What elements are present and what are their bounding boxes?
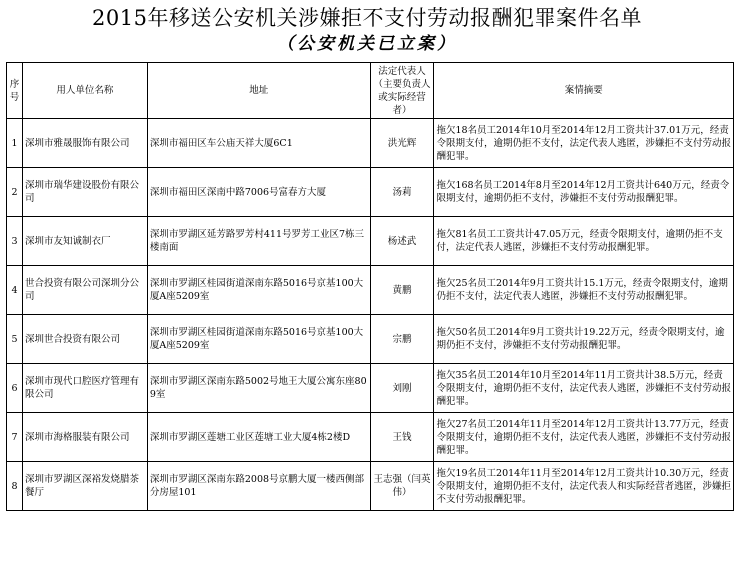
page-title: 2015年移送公安机关涉嫌拒不支付劳动报酬犯罪案件名单 [92,6,642,30]
cell-rep: 宗鹏 [370,315,434,364]
cell-no: 7 [7,413,23,462]
cell-summary: 拖欠18名员工2014年10月至2014年12月工资共计37.01万元，经责令限期支付，逾期仍拒不支付，法定代表人逃匿，涉嫌拒不支付劳动报酬犯罪。 [434,119,734,168]
cell-address: 深圳市罗湖区桂园街道深南东路5016号京基100大厦A座5209室 [147,315,370,364]
cell-company: 深圳市友知诚制衣厂 [22,217,147,266]
cell-summary: 拖欠35名员工2014年10月至2014年11月工资共计38.5万元，经责令限期支付，逾期仍拒不支付，法定代表人逃匿，涉嫌拒不支付劳动报酬犯罪。 [434,364,734,413]
col-header-summary: 案情摘要 [434,63,734,119]
table-row [7,462,734,511]
cell-no: 5 [7,315,23,364]
cell-no: 8 [7,462,23,511]
cell-summary: 拖欠19名员工2014年11月至2014年12月工资共计10.30万元，经责令限期支付，逾期仍拒不支付，法定代表人和实际经营者逃匿，涉嫌拒不支付劳动报酬犯罪。 [434,462,734,511]
table-row [7,364,734,413]
cell-rep: 洪光辉 [370,119,434,168]
cell-address: 深圳市罗湖区延芳路罗芳村411号罗芳工业区7栋三楼南面 [147,217,370,266]
cell-summary: 拖欠25名员工2014年9月工资共计15.1万元，经责令限期支付，逾期仍拒不支付，法定代表人逃匿，涉嫌拒不支付劳动报酬犯罪。 [434,266,734,315]
cell-summary: 拖欠50名员工2014年9月工资共计19.22万元，经责令限期支付，逾期仍拒不支付，涉嫌拒不支付劳动报酬犯罪。 [434,315,734,364]
cell-rep: 杨述武 [370,217,434,266]
table-header-row [7,63,734,119]
cell-rep: 黄鹏 [370,266,434,315]
col-header-rep: 法定代表人（主要负责人或实际经营者） [370,63,434,119]
cell-no: 4 [7,266,23,315]
cell-company: 世合投资有限公司深圳分公司 [22,266,147,315]
table-row [7,315,734,364]
case-table [6,62,734,511]
cell-no: 3 [7,217,23,266]
cell-address: 深圳市福田区深南中路7006号富春方大厦 [147,168,370,217]
table-row [7,119,734,168]
cell-company: 深圳市罗湖区深裕发烧腊茶餐厅 [22,462,147,511]
cell-address: 深圳市福田区车公庙天祥大厦6C1 [147,119,370,168]
table-row [7,168,734,217]
page-subtitle: （公安机关已立案） [277,34,457,54]
cell-company: 深圳世合投资有限公司 [22,315,147,364]
cell-company: 深圳市现代口腔医疗管理有限公司 [22,364,147,413]
table-row [7,413,734,462]
cell-rep: 刘刚 [370,364,434,413]
cell-company: 深圳市瑞华建设股份有限公司 [22,168,147,217]
table-row [7,266,734,315]
col-header-address: 地址 [147,63,370,119]
cell-summary: 拖欠27名员工2014年11月至2014年12月工资共计13.77万元，经责令限期支付，逾期仍拒不支付，法定代表人逃匿，涉嫌拒不支付劳动报酬犯罪。 [434,413,734,462]
cell-summary: 拖欠81名员工工资共计47.05万元，经责令限期支付，逾期仍拒不支付，法定代表人逃匿，涉嫌拒不支付劳动报酬犯罪。 [434,217,734,266]
cell-address: 深圳市罗湖区深南东路5002号地王大厦公寓东座809室 [147,364,370,413]
cell-rep: 王志强（闫英伟） [370,462,434,511]
cell-address: 深圳市罗湖区莲塘工业区莲塘工业大厦4栋2楼D [147,413,370,462]
cell-rep: 王钱 [370,413,434,462]
cell-company: 深圳市雅晟服饰有限公司 [22,119,147,168]
cell-no: 1 [7,119,23,168]
cell-address: 深圳市罗湖区桂园街道深南东路5016号京基100大厦A座5209室 [147,266,370,315]
col-header-no: 序号 [7,63,23,119]
cell-rep: 汤莉 [370,168,434,217]
cell-company: 深圳市海格服装有限公司 [22,413,147,462]
table-row [7,217,734,266]
col-header-company: 用人单位名称 [22,63,147,119]
cell-no: 2 [7,168,23,217]
cell-no: 6 [7,364,23,413]
cell-summary: 拖欠168名员工2014年8月至2014年12月工资共计640万元，经责令限期支付，逾期仍拒不支付，涉嫌拒不支付劳动报酬犯罪。 [434,168,734,217]
cell-address: 深圳市罗湖区深南东路2008号京鹏大厦一楼西侧部分房屋101 [147,462,370,511]
